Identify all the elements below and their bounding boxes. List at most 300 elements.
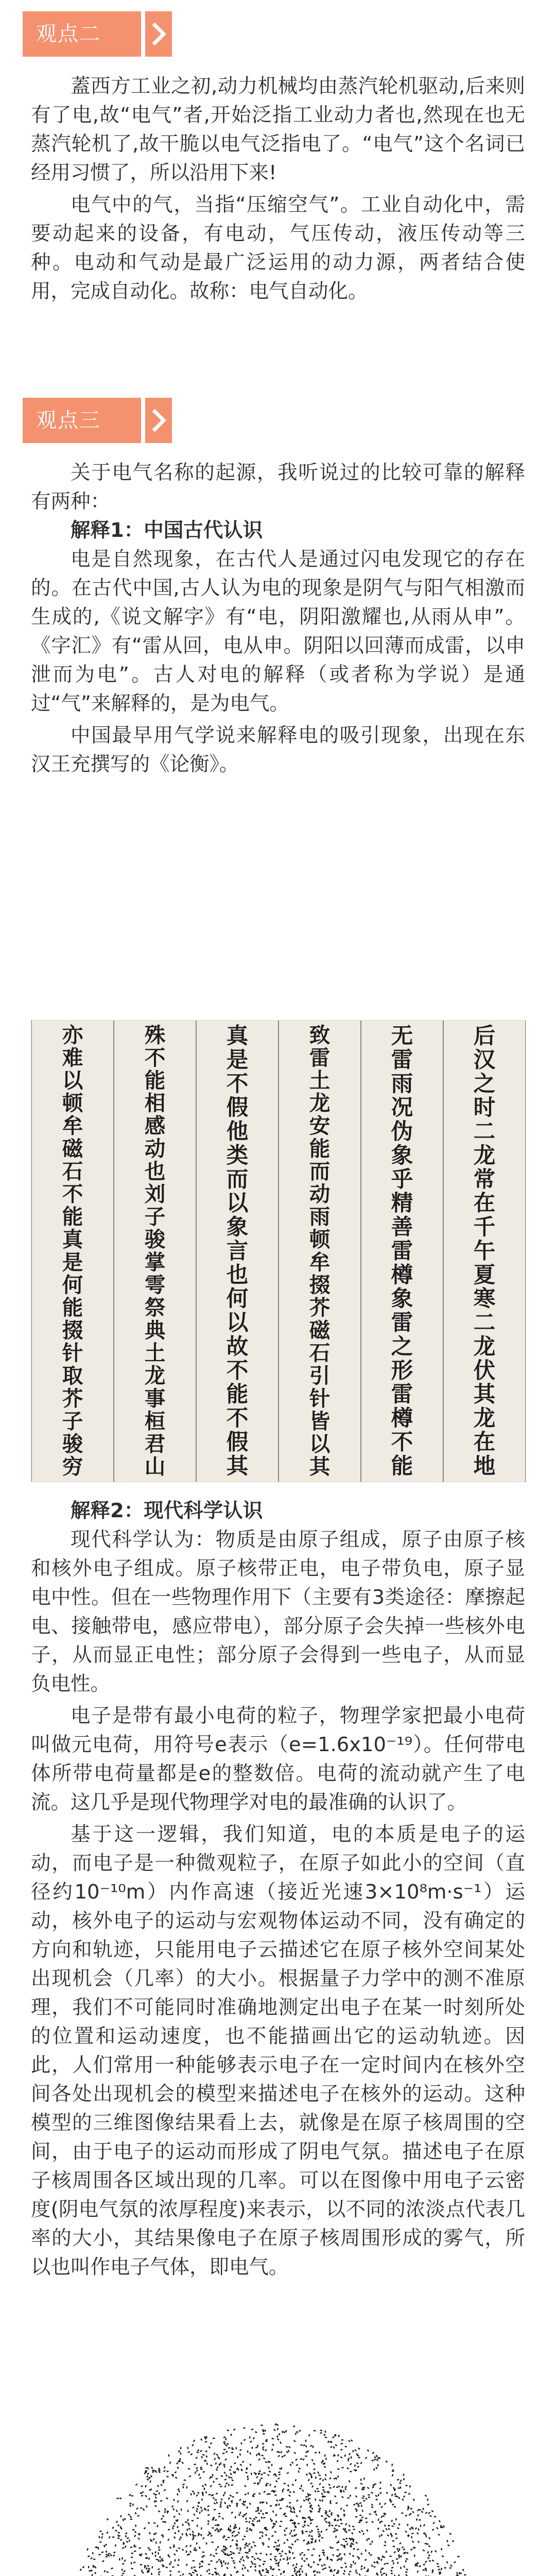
electron-dot — [325, 2517, 327, 2519]
electron-dot — [254, 2545, 256, 2547]
electron-dot — [336, 2486, 339, 2488]
electron-dot — [295, 2459, 298, 2461]
electron-dot — [362, 2495, 365, 2497]
electron-dot — [371, 2460, 374, 2462]
electron-dot — [174, 2522, 176, 2525]
electron-dot — [120, 2515, 122, 2518]
electron-dot — [248, 2543, 250, 2545]
electron-dot — [325, 2529, 328, 2531]
electron-dot — [145, 2485, 147, 2487]
electron-dot — [158, 2571, 161, 2573]
electron-dot — [304, 2524, 306, 2527]
electron-dot — [282, 2431, 283, 2433]
electron-dot — [163, 2470, 166, 2472]
electron-dot — [231, 2479, 234, 2481]
electron-dot — [260, 2477, 263, 2479]
electron-dot — [348, 2440, 351, 2443]
electron-dot — [336, 2502, 338, 2504]
electron-dot — [147, 2472, 149, 2475]
electron-dot — [158, 2552, 159, 2554]
electron-dot — [235, 2447, 237, 2450]
electron-dot — [158, 2573, 160, 2575]
explanation-2-paragraph: 电子是带有最小电荷的粒子，物理学家把最小电荷叫做元电荷，用符号e表示（e=1.6x10⁻¹⁹）。任何带电体所带电荷量都是e的整数倍。电荷的流动就产生了电流。这几乎是现代物理学对电的最准确的认识了。 — [31, 1704, 525, 1814]
electron-dot — [262, 2443, 264, 2444]
electron-dot — [218, 2558, 220, 2561]
electron-dot — [358, 2531, 361, 2533]
electron-dot — [196, 2543, 197, 2545]
electron-dot — [286, 2558, 289, 2561]
electron-dot — [331, 2524, 334, 2527]
electron-dot — [343, 2570, 345, 2572]
electron-dot — [379, 2487, 381, 2489]
electron-dot — [262, 2535, 264, 2537]
electron-dot — [299, 2574, 301, 2575]
electron-dot — [294, 2479, 297, 2482]
electron-dot — [259, 2479, 261, 2481]
electron-dot — [394, 2506, 396, 2508]
electron-dot — [239, 2561, 241, 2563]
electron-dot — [188, 2528, 191, 2530]
electron-dot — [230, 2473, 232, 2476]
electron-dot — [115, 2530, 117, 2532]
electron-dot — [441, 2527, 444, 2528]
electron-dot — [353, 2561, 354, 2563]
electron-dot — [380, 2571, 381, 2573]
electron-dot — [167, 2538, 169, 2541]
electron-dot — [129, 2494, 131, 2496]
electron-dot — [313, 2570, 315, 2573]
electron-dot — [337, 2454, 339, 2456]
electron-dot — [246, 2545, 249, 2547]
electron-dot — [253, 2493, 256, 2495]
electron-dot — [200, 2534, 202, 2536]
electron-dot — [303, 2444, 305, 2446]
electron-dot — [156, 2490, 159, 2492]
electron-dot — [259, 2519, 260, 2521]
electron-dot — [311, 2555, 314, 2556]
electron-dot — [334, 2478, 336, 2479]
electron-dot — [224, 2485, 226, 2488]
electron-dot — [254, 2569, 257, 2572]
electron-dot — [208, 2531, 210, 2534]
electron-dot — [104, 2570, 106, 2572]
electron-dot — [317, 2491, 319, 2493]
electron-dot — [110, 2554, 112, 2556]
electron-dot — [193, 2560, 195, 2562]
electron-dot — [106, 2556, 108, 2557]
explanation-1-heading: 解释1：中国古代认识 — [71, 519, 263, 542]
electron-dot — [405, 2514, 407, 2516]
electron-dot — [224, 2502, 226, 2504]
electron-dot — [266, 2529, 268, 2531]
electron-dot — [367, 2539, 368, 2541]
electron-dot — [368, 2552, 370, 2554]
electron-dot — [249, 2521, 250, 2523]
electron-dot — [216, 2469, 218, 2471]
electron-dot — [375, 2467, 377, 2469]
electron-dot — [160, 2556, 161, 2558]
electron-dot — [229, 2504, 231, 2507]
electron-dot — [256, 2476, 258, 2479]
electron-dot — [457, 2556, 459, 2557]
electron-dot — [162, 2535, 164, 2537]
electron-dot — [301, 2485, 303, 2487]
electron-dot — [402, 2499, 404, 2501]
electron-dot — [319, 2499, 321, 2501]
electron-dot — [141, 2485, 143, 2487]
electron-dot — [217, 2466, 219, 2469]
electron-dot — [151, 2467, 153, 2469]
electron-dot — [192, 2520, 194, 2521]
electron-dot — [329, 2502, 332, 2504]
electron-dot — [283, 2558, 285, 2560]
electron-dot — [333, 2486, 335, 2488]
electron-dot — [259, 2537, 262, 2539]
electron-dot — [215, 2548, 217, 2551]
electron-dot — [190, 2493, 192, 2496]
electron-dot — [197, 2505, 199, 2507]
electron-dot — [399, 2542, 402, 2545]
electron-dot — [423, 2563, 425, 2566]
electron-dot — [247, 2569, 249, 2572]
electron-dot — [386, 2492, 388, 2494]
electron-dot — [324, 2466, 326, 2468]
electron-dot — [240, 2442, 242, 2445]
electron-dot — [384, 2541, 386, 2544]
electron-dot — [122, 2547, 125, 2549]
electron-dot — [217, 2573, 219, 2575]
electron-dot — [236, 2548, 239, 2549]
electron-dot — [223, 2436, 226, 2438]
ancient-text-scroll — [31, 1021, 526, 1482]
electron-dot — [280, 2521, 282, 2522]
electron-dot — [367, 2487, 370, 2489]
electron-dot — [197, 2492, 200, 2494]
electron-dot — [354, 2449, 357, 2451]
electron-dot — [283, 2541, 285, 2544]
electron-dot — [359, 2502, 362, 2504]
electron-dot — [287, 2484, 289, 2487]
electron-dot — [209, 2477, 211, 2479]
electron-dot — [301, 2557, 303, 2560]
electron-dot — [393, 2487, 395, 2489]
electron-dot — [239, 2464, 242, 2466]
electron-dot — [146, 2567, 147, 2570]
electron-dot — [309, 2531, 311, 2533]
electron-dot — [355, 2487, 357, 2489]
electron-dot — [392, 2540, 394, 2541]
electron-dot — [234, 2535, 236, 2537]
electron-dot — [320, 2531, 323, 2533]
electron-dot — [225, 2482, 228, 2484]
electron-dot — [288, 2546, 291, 2548]
electron-dot — [130, 2562, 132, 2565]
electron-dot — [172, 2525, 175, 2527]
electron-dot — [255, 2431, 257, 2433]
electron-dot — [314, 2561, 315, 2563]
electron-dot — [319, 2559, 321, 2561]
electron-dot — [222, 2517, 224, 2520]
electron-dot — [254, 2565, 256, 2568]
electron-dot — [224, 2459, 227, 2461]
electron-dot — [291, 2484, 294, 2486]
electron-dot — [228, 2497, 231, 2500]
electron-dot — [353, 2529, 355, 2530]
electron-dot — [192, 2531, 195, 2533]
electron-dot — [245, 2517, 247, 2520]
electron-dot — [324, 2454, 326, 2457]
electron-dot — [202, 2537, 205, 2539]
electron-dot — [305, 2496, 307, 2497]
electron-dot — [173, 2499, 175, 2501]
electron-dot — [299, 2430, 301, 2432]
electron-dot — [357, 2556, 359, 2558]
electron-dot — [146, 2505, 148, 2508]
explanation-1-paragraph: 电是自然现象，在古代人是通过闪电发现它的存在的。在古代中国,古人认为电的现象是阴气与阳气相激而生成的,《说文解字》有“电，阴阳激耀也,从雨从申”。《字汇》有“雷从回，电从申。阴阳以回薄而成雷，以申泄而为电”。古人对电的解释（或者称为学说）是通过“气”来解释的，是为电气。 — [31, 548, 525, 715]
electron-dot — [277, 2478, 280, 2480]
electron-dot — [158, 2471, 161, 2473]
electron-dot — [390, 2570, 393, 2572]
electron-dot — [297, 2571, 299, 2573]
electron-dot — [341, 2496, 344, 2498]
electron-dot — [186, 2550, 187, 2552]
electron-dot — [380, 2558, 383, 2561]
electron-dot — [371, 2506, 373, 2508]
electron-dot — [344, 2562, 346, 2565]
electron-dot — [124, 2518, 126, 2520]
electron-dot — [182, 2533, 183, 2535]
chevron-right-icon — [145, 398, 172, 443]
electron-dot — [111, 2567, 113, 2569]
electron-dot — [91, 2574, 93, 2576]
electron-dot — [328, 2484, 331, 2486]
electron-dot — [379, 2535, 380, 2537]
electron-dot — [286, 2505, 288, 2507]
electron-dot — [431, 2571, 433, 2573]
electron-dot — [119, 2497, 122, 2499]
electron-dot — [231, 2539, 234, 2541]
electron-dot — [269, 2484, 271, 2486]
electron-dot — [204, 2488, 205, 2490]
electron-dot — [224, 2479, 227, 2481]
electron-dot — [151, 2566, 153, 2568]
electron-dot — [152, 2538, 155, 2540]
electron-dot — [266, 2571, 268, 2573]
electron-dot — [428, 2512, 430, 2514]
electron-dot — [230, 2433, 232, 2436]
electron-dot — [379, 2492, 382, 2494]
electron-dot — [99, 2541, 101, 2543]
electron-dot — [287, 2562, 289, 2565]
electron-dot — [300, 2444, 303, 2446]
electron-dot — [372, 2540, 373, 2543]
electron-dot — [169, 2570, 172, 2572]
electron-dot — [301, 2565, 303, 2568]
electron-dot — [326, 2514, 329, 2516]
electron-dot — [244, 2439, 246, 2441]
electron-dot — [177, 2564, 180, 2566]
electron-dot — [215, 2478, 218, 2480]
electron-dot — [352, 2555, 355, 2557]
electron-dot — [349, 2453, 351, 2455]
electron-dot — [421, 2511, 423, 2513]
electron-dot — [140, 2564, 143, 2566]
electron-dot — [136, 2507, 138, 2510]
electron-dot — [168, 2554, 169, 2556]
electron-dot — [436, 2527, 438, 2530]
electron-dot — [319, 2478, 322, 2480]
electron-dot — [161, 2517, 163, 2520]
electron-dot — [197, 2449, 199, 2452]
electron-dot — [393, 2562, 395, 2565]
electron-dot — [272, 2511, 274, 2513]
electron-dot — [106, 2531, 108, 2534]
electron-dot — [337, 2559, 339, 2562]
electron-dot — [210, 2554, 212, 2556]
electron-dot — [407, 2508, 409, 2511]
electron-dot — [173, 2553, 176, 2556]
electron-dot — [300, 2505, 302, 2508]
electron-dot — [273, 2546, 275, 2548]
electron-dot — [416, 2532, 419, 2535]
electron-dot — [234, 2462, 236, 2464]
electron-dot — [130, 2546, 133, 2548]
electron-dot — [422, 2569, 424, 2571]
electron-dot — [193, 2566, 196, 2568]
electron-dot — [191, 2567, 193, 2569]
electron-dot — [151, 2573, 152, 2575]
electron-dot — [196, 2467, 198, 2469]
electron-dot — [225, 2539, 228, 2541]
electron-dot — [267, 2494, 269, 2495]
section-tag-2-label: 观点二 — [36, 22, 101, 46]
electron-dot — [148, 2557, 150, 2560]
electron-dot — [126, 2541, 129, 2543]
electron-dot — [129, 2504, 131, 2507]
electron-dot — [343, 2538, 345, 2540]
electron-dot — [377, 2573, 379, 2576]
electron-dot — [318, 2504, 320, 2507]
electron-dot — [286, 2539, 288, 2541]
electron-dot — [355, 2569, 357, 2572]
electron-dot — [192, 2444, 194, 2447]
electron-dot — [239, 2499, 241, 2501]
electron-dot — [168, 2529, 170, 2531]
electron-dot — [271, 2464, 272, 2466]
electron-dot — [425, 2543, 427, 2545]
electron-dot — [274, 2485, 276, 2488]
electron-dot — [216, 2501, 218, 2504]
electron-dot — [439, 2520, 441, 2522]
electron-dot — [243, 2504, 246, 2506]
electron-dot — [188, 2476, 191, 2478]
electron-dot — [375, 2514, 378, 2516]
electron-dot — [218, 2516, 221, 2517]
electron-dot — [310, 2535, 313, 2537]
electron-dot — [319, 2451, 320, 2454]
electron-dot — [313, 2468, 316, 2470]
electron-dot — [263, 2563, 265, 2566]
electron-dot — [359, 2515, 361, 2516]
electron-dot — [380, 2506, 383, 2509]
electron-dot — [141, 2495, 144, 2496]
electron-dot — [403, 2566, 405, 2568]
electron-dot — [319, 2539, 320, 2541]
electron-dot — [172, 2527, 173, 2529]
electron-dot — [230, 2551, 232, 2553]
electron-dot — [210, 2464, 213, 2466]
electron-dot — [328, 2516, 330, 2517]
electron-dot — [358, 2457, 360, 2458]
electron-dot — [265, 2461, 267, 2463]
electron-dot — [351, 2543, 352, 2545]
electron-dot — [415, 2527, 417, 2530]
electron-dot — [166, 2476, 169, 2478]
electron-dot — [305, 2531, 307, 2532]
electron-dot — [322, 2499, 324, 2502]
electron-dot — [306, 2543, 308, 2545]
electron-dot — [400, 2480, 402, 2482]
electron-dot — [242, 2461, 245, 2463]
electron-dot — [227, 2567, 229, 2569]
electron-dot — [231, 2484, 233, 2486]
electron-dot — [224, 2562, 226, 2565]
electron-dot — [295, 2433, 297, 2435]
electron-dot — [381, 2573, 384, 2576]
electron-dot — [87, 2548, 89, 2551]
electron-dot — [187, 2451, 190, 2453]
electron-dot — [214, 2502, 216, 2505]
electron-dot — [316, 2571, 318, 2573]
electron-dot — [306, 2473, 308, 2476]
electron-dot — [225, 2438, 227, 2441]
electron-dot — [109, 2536, 111, 2538]
electron-dot — [374, 2459, 376, 2460]
electron-dot — [325, 2431, 326, 2433]
electron-dot — [336, 2555, 338, 2557]
electron-dot — [284, 2454, 286, 2456]
electron-dot — [174, 2471, 177, 2473]
electron-dot — [387, 2563, 389, 2564]
electron-dot — [177, 2526, 179, 2529]
electron-dot — [165, 2566, 168, 2568]
electron-dot — [274, 2558, 276, 2561]
electron-dot — [405, 2574, 408, 2576]
electron-dot — [228, 2537, 230, 2539]
electron-dot — [428, 2537, 430, 2539]
electron-dot — [214, 2452, 216, 2455]
electron-dot — [135, 2483, 138, 2485]
electron-dot — [195, 2471, 196, 2474]
electron-dot — [391, 2464, 393, 2466]
electron-dot — [354, 2464, 356, 2467]
electron-dot — [108, 2553, 110, 2555]
electron-dot — [264, 2430, 266, 2432]
electron-dot — [330, 2446, 333, 2448]
electron-dot — [98, 2536, 101, 2538]
electron-dot — [308, 2502, 311, 2504]
electron-dot — [310, 2445, 312, 2447]
electron-dot — [368, 2538, 370, 2540]
electron-dot — [243, 2427, 246, 2429]
electron-dot — [124, 2560, 126, 2562]
electron-dot — [236, 2492, 238, 2494]
electron-dot — [427, 2551, 429, 2554]
electron-dot — [238, 2514, 241, 2516]
electron-dot — [202, 2551, 205, 2553]
electron-dot — [242, 2574, 245, 2576]
electron-dot — [137, 2515, 140, 2517]
